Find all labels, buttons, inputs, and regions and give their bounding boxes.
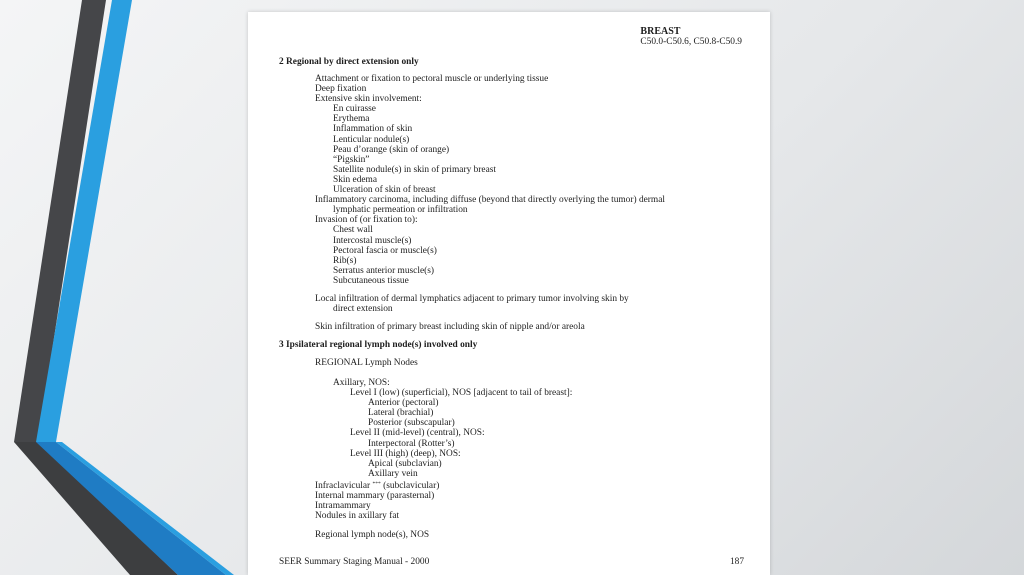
list-item: Peau d’orange (skin of orange)	[333, 144, 450, 155]
dark-stripe-bottom	[14, 442, 178, 575]
manual-title: SEER Summary Staging Manual - 2000	[279, 557, 430, 567]
list-item: Satellite nodule(s) in skin of primary breast	[333, 164, 496, 175]
list-item: Axillary, NOS:	[333, 378, 390, 388]
list-item: Level I (low) (superficial), NOS [adjacent to tail of breast]:	[350, 388, 573, 399]
list-item: En cuirasse	[333, 104, 376, 115]
list-item: Skin edema	[333, 174, 378, 185]
list-item: Intercostal muscle(s)	[333, 235, 412, 246]
list-item: Level II (mid-level) (central), NOS:	[350, 428, 485, 439]
list-item: Level III (high) (deep), NOS:	[350, 448, 461, 459]
list-item: Lateral (brachial)	[368, 408, 434, 419]
list-item: Attachment or fixation to pectoral muscle or underlying tissue	[315, 74, 549, 84]
section-2-list	[248, 74, 665, 286]
list-item: Lenticular nodule(s)	[333, 134, 410, 145]
site-codes: C50.0-C50.6, C50.8-C50.9	[640, 37, 742, 47]
list-item: Erythema	[333, 114, 370, 125]
text-line: Internal mammary (parasternal)	[315, 491, 435, 502]
text-segment: Infraclavicular	[315, 481, 373, 491]
text-line: Regional lymph node(s), NOS	[315, 530, 430, 540]
text-line: Nodules in axillary fat	[315, 511, 400, 522]
list-item: Invasion of (or fixation to):	[315, 215, 418, 226]
list-item: Apical (subclavian)	[368, 458, 442, 469]
list-item: Posterior (subscapular)	[368, 418, 455, 429]
list-item: Extensive skin involvement:	[315, 94, 422, 105]
list-item: Inflammation of skin	[333, 124, 413, 135]
text-line: Skin infiltration of primary breast including skin of nipple and/or areola	[315, 322, 585, 332]
text-line: Local infiltration of dermal lymphatics adjacent to primary tumor involving skin by	[315, 294, 629, 304]
section-2-heading: 2 Regional by direct extension only	[279, 57, 419, 67]
footnote-mark: ***	[372, 481, 381, 487]
axillary-node-list	[248, 378, 572, 479]
list-item: Rib(s)	[333, 255, 357, 266]
final-line	[248, 530, 429, 540]
list-item: Ulceration of skin of breast	[333, 185, 436, 196]
list-item: Deep fixation	[315, 84, 367, 95]
list-item: “Pigskin”	[333, 154, 370, 165]
local-infiltration	[248, 294, 629, 314]
list-item: Subcutaneous tissue	[333, 275, 409, 286]
text-line: direct extension	[333, 304, 393, 315]
list-item: Anterior (pectoral)	[368, 398, 439, 409]
list-item: Chest wall	[333, 225, 373, 236]
site-title: BREAST	[640, 26, 681, 37]
list-item: Interpectoral (Rotter’s)	[368, 438, 455, 449]
list-item: Inflammatory carcinoma, including diffuse (beyond that directly overlying the tumor) dermal	[315, 195, 665, 206]
text-segment: (subclavicular)	[380, 481, 440, 491]
text-line: REGIONAL Lymph Nodes	[315, 358, 418, 368]
list-item: Axillary vein	[368, 468, 418, 479]
document-page	[248, 12, 770, 575]
text-line: Intramammary	[315, 501, 371, 512]
page-number: 187	[729, 557, 744, 567]
regional-lymph-nodes-heading	[248, 358, 418, 368]
skin-infiltration	[248, 322, 585, 332]
list-item: lymphatic permeation or infiltration	[333, 205, 468, 216]
section-3-heading: 3 Ipsilateral regional lymph node(s) involved only	[279, 340, 478, 350]
list-item: Serratus anterior muscle(s)	[333, 265, 435, 276]
page-header	[640, 26, 742, 48]
page-footer	[279, 557, 744, 567]
list-item: Pectoral fascia or muscle(s)	[333, 245, 437, 256]
other-node-list	[248, 479, 439, 521]
infraclavicular-line	[248, 479, 439, 491]
